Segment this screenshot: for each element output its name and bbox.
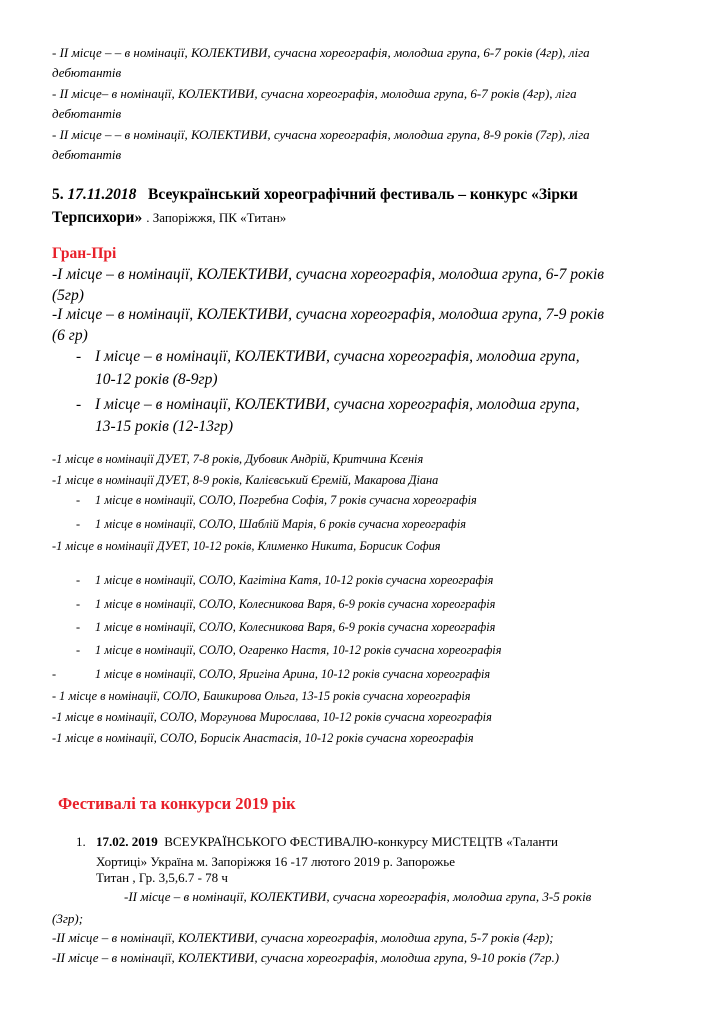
award-line: 10-12 років (8-9гр) (95, 371, 218, 388)
festival-title: ВСЕУКРАЇНСЬКОГО ФЕСТИВАЛЮ-конкурсу МИСТЕЦТВ «Таланти (164, 834, 558, 849)
award-line: -1 місце в номінації ДУЕТ, 10-12 років, Клименко Никита, Борисик София (52, 539, 441, 553)
festival-date: 17.02. 2019 (96, 834, 158, 849)
award-line: -ІІ місце – в номінації, КОЛЕКТИВИ, сучасна хореографія, молодша група, 9-10 років (7гр.) (52, 950, 560, 965)
award-line: -ІІ місце – в номінації, КОЛЕКТИВИ, сучасна хореографія, молодша група, 3-5 років (124, 889, 592, 904)
festival-heading-cont (52, 209, 286, 227)
award-line: -1 місце в номінації ДУЕТ, 7-8 років, Дубовик Андрій, Критчина Ксенія (52, 452, 424, 466)
award-line: дебютантів (52, 147, 122, 162)
section-heading: Фестивалі та конкурси 2019 рік (58, 794, 296, 813)
award-line: 1 місце в номінації, СОЛО, Шаблій Марія, 6 років сучасна хореографія (95, 517, 466, 531)
award-line: 1 місце в номінації, СОЛО, Погребна Софія, 7 років сучасна хореографія (95, 493, 477, 507)
award-line: - 1 місце в номінації, СОЛО, Башкирова Ольга, 13-15 років сучасна хореографія (52, 689, 471, 703)
festival-title: Всеукраїнський хореографічний фестиваль – конкурс «Зірки (148, 186, 578, 203)
list-dash: - (76, 573, 81, 587)
award-line: -1 місце в номінації, СОЛО, Моргунова Мирослава, 10-12 років сучасна хореографія (52, 710, 492, 724)
award-line: 1 місце в номінації, СОЛО, Кагітіна Катя, 10-12 років сучасна хореографія (95, 573, 494, 587)
award-line: - ІІ місце – – в номінації, КОЛЕКТИВИ, сучасна хореографія, молодша група, 8-9 років (7гр), ліга (52, 127, 590, 142)
festival-place: . Запоріжжя, ПК «Титан» (146, 210, 287, 225)
award-line: 1 місце в номінації, СОЛО, Огаренко Настя, 10-12 років сучасна хореографія (95, 643, 502, 657)
festival-line: Титан , Гр. 3,5,6.7 - 78 ч (96, 870, 228, 885)
award-line: 13-15 років (12-13гр) (95, 418, 233, 435)
award-line: -І місце – в номінації, КОЛЕКТИВИ, сучасна хореографія, молодша група, 7-9 років (52, 306, 605, 323)
award-line: І місце – в номінації, КОЛЕКТИВИ, сучасна хореографія, молодша група, (95, 348, 580, 365)
award-line: - ІІ місце – – в номінації, КОЛЕКТИВИ, сучасна хореографія, молодша група, 6-7 років (4гр), ліга (52, 45, 590, 60)
list-dash: - (76, 348, 82, 365)
award-line: 1 місце в номінації, СОЛО, Яригіна Арина, 10-12 років сучасна хореографія (95, 667, 491, 681)
list-number: 1. (76, 834, 86, 849)
list-dash: - (76, 396, 82, 413)
award-line: (3гр); (52, 911, 84, 926)
list-dash: - (76, 597, 81, 611)
festival-heading (52, 186, 578, 204)
festival-line (96, 834, 558, 850)
award-line: -1 місце в номінації, СОЛО, Борисік Анастасія, 10-12 років сучасна хореографія (52, 731, 474, 745)
award-line: дебютантів (52, 106, 122, 121)
award-line: - ІІ місце– в номінації, КОЛЕКТИВИ, сучасна хореографія, молодша група, 6-7 років (4гр), ліга (52, 86, 577, 101)
list-dash: - (76, 493, 81, 507)
award-line: -ІІ місце – в номінації, КОЛЕКТИВИ, сучасна хореографія, молодша група, 5-7 років (4гр); (52, 930, 554, 945)
award-line: -1 місце в номінації ДУЕТ, 8-9 років, Калієвський Єремій, Макарова Діана (52, 473, 439, 487)
award-line: -І місце – в номінації, КОЛЕКТИВИ, сучасна хореографія, молодша група, 6-7 років (52, 266, 605, 283)
list-dash: - (76, 517, 81, 531)
award-line: дебютантів (52, 65, 122, 80)
award-line: 1 місце в номінації, СОЛО, Колесникова Варя, 6-9 років сучасна хореографія (95, 597, 496, 611)
award-line: І місце – в номінації, КОЛЕКТИВИ, сучасна хореографія, молодша група, (95, 396, 580, 413)
list-dash: - (76, 643, 81, 657)
grand-prix-heading: Гран-Прі (52, 245, 117, 262)
festival-line: Хортиці» Україна м. Запоріжжя 16 -17 лютого 2019 р. Запорожье (96, 854, 455, 869)
festival-date: 17.11.2018 (67, 186, 137, 203)
award-line: (5гр) (52, 287, 84, 304)
festival-title-cont: Терпсихори» (52, 209, 143, 226)
festival-number: 5. (52, 186, 64, 203)
list-dash: - (76, 620, 81, 634)
list-dash: - (52, 667, 57, 681)
award-line: (6 гр) (52, 327, 88, 344)
award-line: 1 місце в номінації, СОЛО, Колесникова Варя, 6-9 років сучасна хореографія (95, 620, 496, 634)
